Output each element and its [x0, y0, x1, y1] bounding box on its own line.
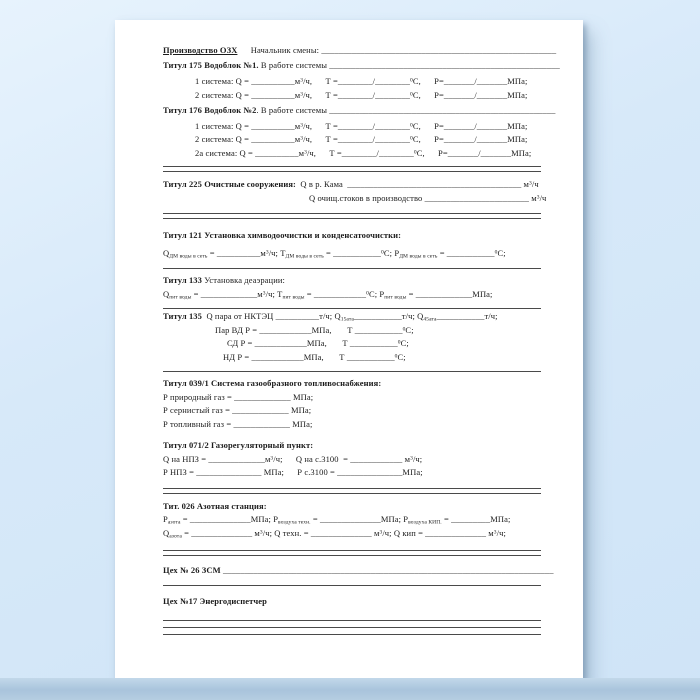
divider-line — [163, 371, 541, 372]
titul-039-header: Титул 039/1 Система газообразного топливоснабжения: — [163, 378, 382, 388]
titul-175-header: Титул 175 Водоблок №1. В работе системы _____________________________________________________ — [163, 59, 560, 70]
titul-071-p: Р НПЗ = _______________ МПа; Р с.3100 = _______________МПа; — [163, 467, 423, 477]
document-page — [115, 20, 583, 679]
ceh-17-header: Цех №17 Энергодиспетчер — [163, 595, 267, 606]
divider-line — [163, 218, 541, 219]
titul-039-sernisty: Р сернистый газ = _____________ МПа; — [163, 405, 312, 415]
ceh-26-header: Цех № 26 ЗСМ ____________________________________________________________________________ — [163, 565, 554, 575]
divider-line — [163, 627, 541, 628]
form-content — [163, 44, 560, 635]
titul-175-sistema-2: 2 система: $Q = \_\_\_\_\_\_\_\_\_\_м^3/ч$, Т =________/________$^0$С, Р=_______/_______МПа; — [195, 89, 528, 100]
titul-176-header: Титул 176 Водоблок №2. В работе системы ____________________________________________________ — [163, 105, 556, 115]
titul-176-sistema-2: 2 система: $Q = \_\_\_\_\_\_\_\_\_\_м^3/ч$, Т =________/________$^0$С, Р=_______/_______МПа; — [195, 134, 528, 144]
divider-line — [163, 555, 541, 556]
tit-026-p: $Р_{азота}$ = ______________МПа; $Р_{воздуха техн.}$ = ______________МПа; $Р_{воздуха КИП.}$ = _________МПа; — [163, 514, 511, 526]
divider-line — [163, 213, 541, 214]
divider-line — [163, 620, 541, 621]
titul-039-toplivny: Р топливный газ = _____________ МПа; — [163, 418, 313, 429]
divider-line — [163, 634, 541, 635]
titul-071-header: Титул 071/2 Газорегуляторный пункт: — [163, 440, 314, 450]
divider-line — [163, 308, 541, 309]
background-band — [0, 678, 700, 700]
titul-135-header: Титул 135 Q пара от НКТЭЦ __________т/ч; $Q_{15ата}\_\_\_\_\_\_\_\_\_\_\_т/ч$; $Q_{45ата}\_\_\_\_\_\_\_\_\_\_\_т/ч$; — [163, 311, 498, 323]
divider-line — [163, 268, 541, 269]
titul-225-ochisch: Q очищ.стоков в производство ________________________ $м^3/ч$ — [309, 192, 547, 203]
titul-071-q: Q на НПЗ = $\_\_\_\_\_\_\_\_\_\_\_\_\_м^3/ч$; Q на с.3100 = ____________ $м^3/ч$; — [163, 453, 423, 464]
divider-line — [163, 585, 541, 586]
titul-039-prirodny: Р природный газ = _____________ МПа; — [163, 391, 314, 402]
divider-line — [163, 493, 541, 494]
titul-133-values: $Q_{пит воды}$ = $\_\_\_\_\_\_\_\_\_\_\_\_\_м^3/ч$; $Т_{пит воды}$ = ____________$^0$С; $Р_{пит воды}$ = _____________МПа; — [163, 288, 493, 300]
divider-line — [163, 166, 541, 167]
titul-225-header: Титул 225 Очистные сооружения: Q в р. Кама ________________________________________ $м^3/ч$ — [163, 179, 539, 189]
titul-135-par-sd: СД Р = ____________МПа, Т ___________$^0$С; — [227, 338, 409, 348]
tit-026-header: Тит. 026 Азотная станция: — [163, 500, 267, 511]
divider-line — [163, 488, 541, 489]
header-nachalnik-smeny: Производство ОЗХ Начальник смены: ______________________________________________________ — [163, 45, 557, 55]
titul-176-sistema-1: 1 система: $Q = \_\_\_\_\_\_\_\_\_\_м^3/ч$, Т =________/________$^0$С, Р=_______/_______МПа; — [195, 120, 528, 131]
titul-133-header: Титул 133 Установка деаэрации: — [163, 275, 285, 285]
tit-026-q: $Q_{азота}$ = ______________ $м^3/ч$; Q техн. = ______________ $м^3/ч$; Q кип = ______________ $м^3/ч$; — [163, 527, 506, 539]
titul-135-par-nd: НД Р = ____________МПа, Т ___________$^0$С; — [223, 351, 406, 362]
titul-135-par-vd: Пар ВД Р = ____________МПа, Т ___________$^0$С; — [215, 324, 414, 335]
titul-176-sistema-2a: 2а система: $Q = \_\_\_\_\_\_\_\_\_\_м^3/ч$, Т =________/________$^0$С, Р=_______/_______МПа; — [195, 147, 532, 158]
divider-line — [163, 550, 541, 551]
titul-121-values: $Q_{ДМ воды в сеть}$ = $\_\_\_\_\_\_\_\_\_\_м^3/ч$; $Т_{ДМ воды в сеть}$ = ___________$^0$С; $Р_{ДМ воды в сеть}$ = ___________$^0$С; — [163, 247, 506, 259]
titul-175-sistema-1: 1 система: $Q = \_\_\_\_\_\_\_\_\_\_м^3/ч$, Т =________/________$^0$С, Р=_______/_______МПа; — [195, 76, 528, 86]
divider-line — [163, 171, 541, 172]
titul-121-header: Титул 121 Установка химводоочистки и конденсатоочистки: — [163, 230, 402, 240]
